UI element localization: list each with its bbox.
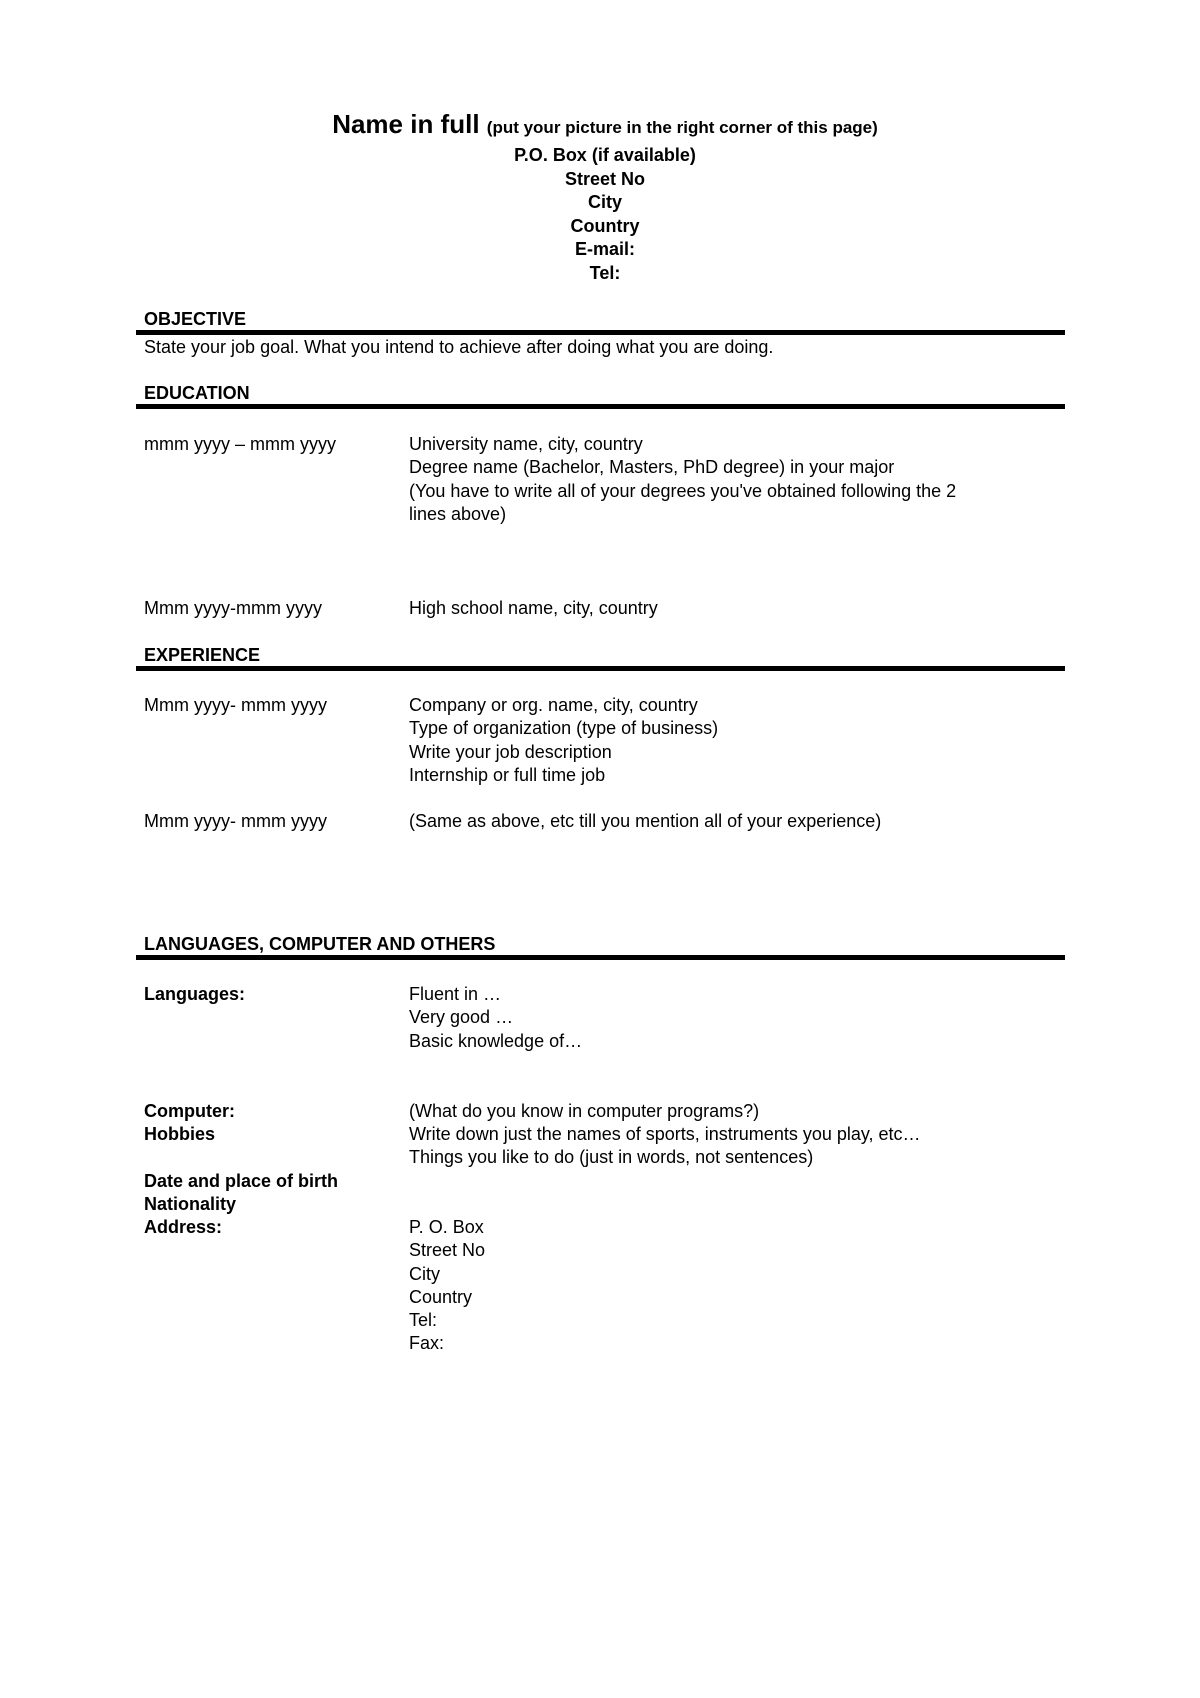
education-entry-2: High school name, city, country xyxy=(409,598,658,618)
address-line: City xyxy=(409,1263,440,1284)
hobbies-label: Hobbies xyxy=(144,1124,216,1144)
header-city: City xyxy=(587,192,622,212)
address-line: Street No xyxy=(409,1240,486,1261)
hobbies-values xyxy=(409,1123,921,1170)
experience-entry-1 xyxy=(409,694,718,787)
computer-value: (What do you know in computer programs?) xyxy=(409,1101,760,1121)
language-line: Very good … xyxy=(409,1007,514,1028)
education-line: lines above) xyxy=(409,503,507,524)
experience-dates-1: Mmm yyyy- mmm yyyy xyxy=(144,695,327,715)
header-country: Country xyxy=(570,215,640,236)
experience-line: Internship or full time job xyxy=(409,764,606,785)
address-line: Tel: xyxy=(409,1310,438,1331)
education-rule xyxy=(136,404,1065,409)
computer-label: Computer: xyxy=(144,1101,235,1121)
education-line: University name, city, country xyxy=(409,434,643,454)
experience-entry-2: (Same as above, etc till you mention all of your experience) xyxy=(409,811,882,831)
experience-title: EXPERIENCE xyxy=(144,645,261,665)
header-street: Street No xyxy=(564,168,645,189)
language-line: Basic knowledge of… xyxy=(409,1030,583,1051)
hobbies-line: Things you like to do (just in words, not sentences) xyxy=(409,1147,814,1168)
name-note: (put your picture in the right corner of this page) xyxy=(486,118,878,137)
header-tel: Tel: xyxy=(589,262,621,283)
address-line: Country xyxy=(409,1286,473,1307)
experience-rule xyxy=(136,666,1065,671)
education-dates-1: mmm yyyy – mmm yyyy xyxy=(144,434,336,454)
address-label: Address: xyxy=(144,1217,223,1237)
objective-title: OBJECTIVE xyxy=(144,309,247,329)
address-line: P. O. Box xyxy=(409,1217,484,1237)
experience-dates-2: Mmm yyyy- mmm yyyy xyxy=(144,811,327,831)
full-name: Name in full xyxy=(332,109,480,139)
objective-rule xyxy=(136,330,1065,335)
hobbies-line: Write down just the names of sports, instruments you play, etc… xyxy=(409,1124,921,1144)
objective-text: State your job goal. What you intend to achieve after doing what you are doing. xyxy=(144,337,774,357)
education-line: Degree name (Bachelor, Masters, PhD degree) in your major xyxy=(409,457,895,478)
header-po-box: P.O. Box (if available) xyxy=(514,145,696,165)
nationality-label: Nationality xyxy=(144,1194,237,1214)
name-line xyxy=(10,108,1200,144)
address-line: Fax: xyxy=(409,1333,445,1354)
header-email: E-mail: xyxy=(574,239,635,259)
experience-line: Type of organization (type of business) xyxy=(409,718,719,739)
languages-values xyxy=(409,983,582,1053)
education-dates-2: Mmm yyyy-mmm yyyy xyxy=(144,598,322,618)
others-title: LANGUAGES, COMPUTER AND OTHERS xyxy=(144,934,496,954)
education-entry-1 xyxy=(409,433,956,526)
resume-header xyxy=(0,108,1200,285)
experience-line: Write your job description xyxy=(409,741,612,762)
others-rule xyxy=(136,955,1065,960)
birth-label: Date and place of birth xyxy=(144,1171,339,1191)
experience-line: Company or org. name, city, country xyxy=(409,695,698,715)
education-title: EDUCATION xyxy=(144,383,250,403)
languages-label: Languages: xyxy=(144,984,246,1004)
address-values xyxy=(409,1216,485,1356)
language-line: Fluent in … xyxy=(409,984,502,1004)
education-line: (You have to write all of your degrees you've obtained following the 2 xyxy=(409,480,957,501)
